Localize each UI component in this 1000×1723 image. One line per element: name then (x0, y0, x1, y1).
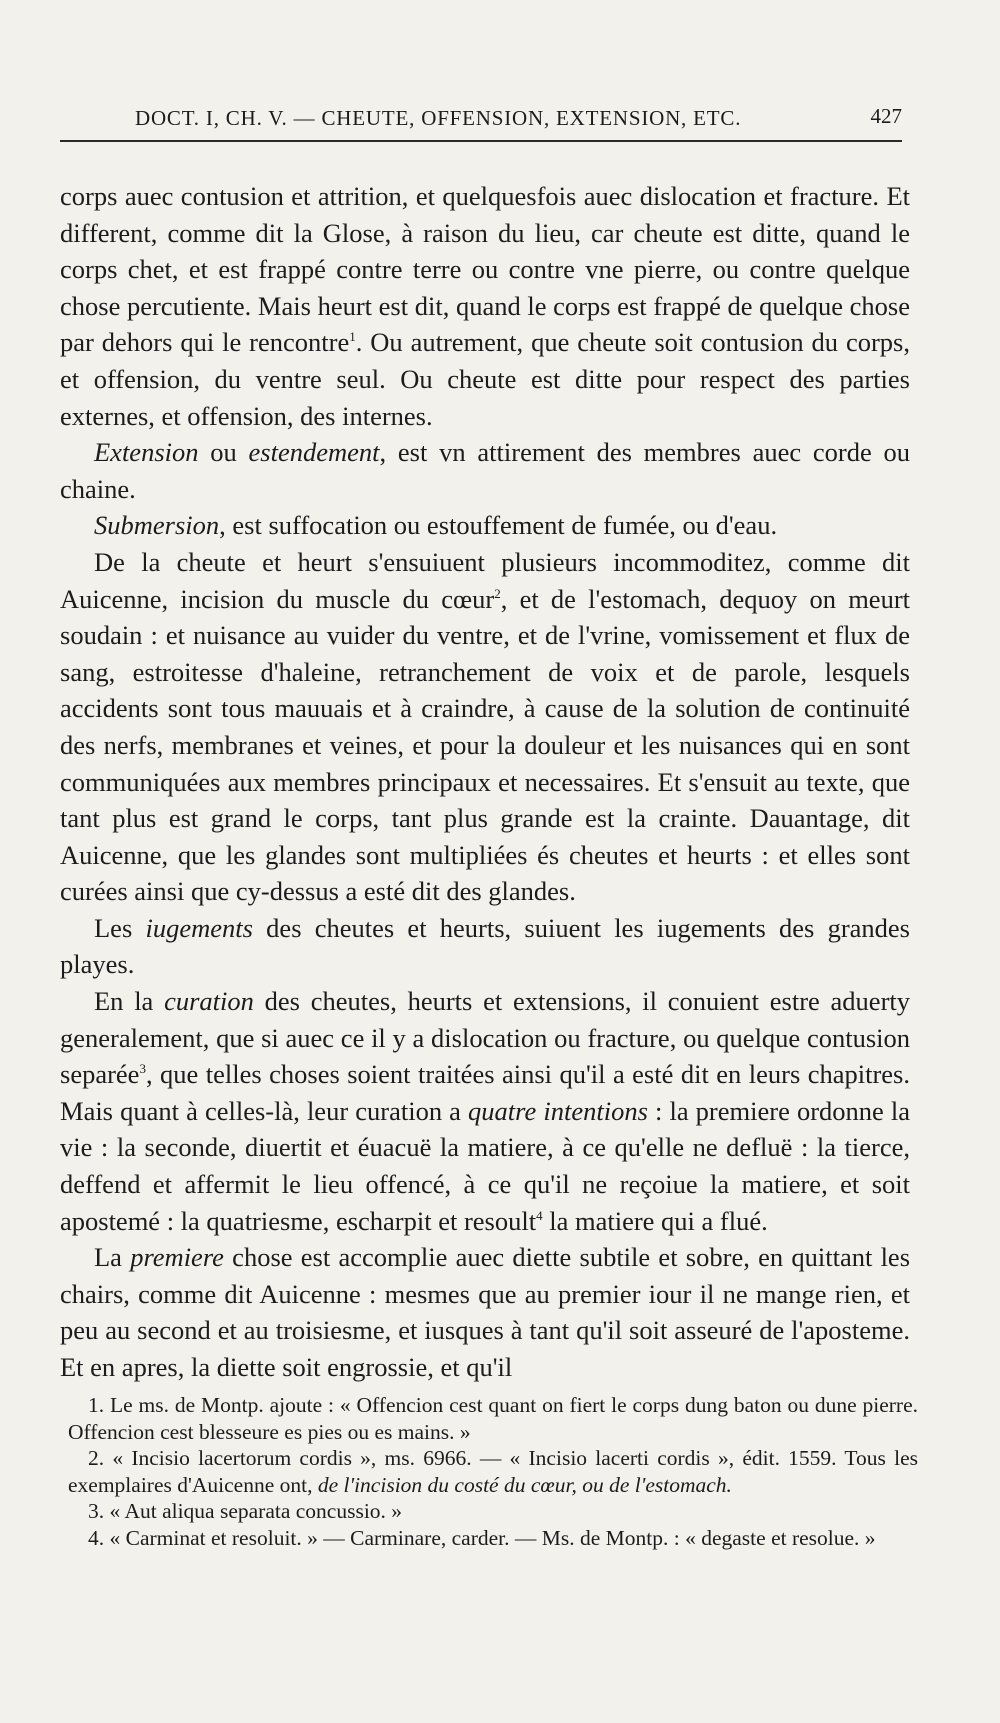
footnote-4: 4. « Carminat et resoluit. » — Carminare, carder. — Ms. de Montp. : « degaste et resolue. » (88, 1525, 876, 1550)
paragraph-2: Extension ou estendement, est vn attirement des membres auec corde ou chaine. (60, 437, 911, 504)
term-premiere: premiere (130, 1242, 224, 1273)
footnote-2: 2. « Incisio lacertorum cordis », ms. 6966. — « Incisio lacerti cordis », édit. 1559. Tous les exemplaires d'Auicenne ont, de l'incision du costé du cœur, ou de l'estomach. (68, 1446, 918, 1497)
footnote-ref-3: 3 (139, 1061, 146, 1077)
term-estendement: estendement (248, 437, 380, 468)
paragraph-1: corps auec contusion et attrition, et quelquesfois auec dislocation et fracture. Et different, comme dit la Glose, à raison du lieu, car cheute est ditte, quand le corps chet, et est frappé contre terre ou contre vne pierre, ou contre quelque chose percutiente. Mais heurt est dit, quand le corps est frappé de quelque chose par dehors qui le rencontre$^1$. Ou autrement, que cheute soit contusion du corps, et offension, du ventre seul. Ou cheute est ditte pour respect des parties externes, et offension, des internes. (60, 181, 910, 431)
page-number: 427 (870, 104, 902, 128)
running-head-title: DOCT. I, CH. V. — CHEUTE, OFFENSION, EXTENSION, ETC. (135, 106, 742, 130)
footnote-ref-4: 4 (536, 1207, 543, 1223)
main-text (60, 178, 910, 1386)
paragraph-4: De la cheute et heurt s'ensuiuent plusieurs incommoditez, comme dit Auicenne, incision du muscle du cœur$^2$, et de l'estomach, dequoy on meurt soudain : et nuisance au vuider du ventre, et de l'vrine, vomissement et flux de sang, estroitesse d'haleine, retranchement de voix et de parole, lesquels accidents sont tous mauuais et à craindre, à cause de la solution de continuité des nerfs, membranes et veines, et pour la douleur et les nuisances qui en sont communiquées aux membres principaux et necessaires. Et s'ensuit au texte, que tant plus est grand le corps, tant plus grande est la crainte. Dauantage, dit Auicenne, que les glandes sont multipliées és cheutes et heurts : et elles sont curées ainsi que cy-dessus a esté dit des glandes. (60, 546, 911, 907)
footnote-1: 1. Le ms. de Montp. ajoute : « Offencion cest quant on fiert le corps dung baton ou dune pierre. Offencion cest blesseure es pies ou es mains. » (68, 1393, 918, 1444)
paragraph-5: Les iugements des cheutes et heurts, suiuent les iugements des grandes playes. (60, 912, 910, 980)
term-curation: curation (164, 986, 254, 1017)
footnote-3: 3. « Aut aliqua separata concussio. » (88, 1499, 403, 1523)
paragraph-3: Submersion, est suffocation ou estouffement de fumée, ou d'eau. (94, 510, 778, 541)
footnote-ref-1: 1 (349, 329, 356, 345)
paragraph-7: La premiere chose est accomplie auec diette subtile et sobre, en quittant les chairs, comme dit Auicenne : mesmes que au premier iour il ne mange rien, et peu au second et au troisiesme, et iusques à tant qu'il soit asseuré de l'aposteme. Et en apres, la diette soit engrossie, et qu'il (60, 1242, 911, 1382)
term-iugements: iugements (145, 912, 253, 943)
running-head (60, 104, 902, 142)
term-quatre-intentions: quatre intentions (468, 1095, 648, 1126)
paragraph-6: En la curation des cheutes, heurts et extensions, il conuient estre aduerty generalement, que si auec ce il y a dislocation ou fracture, ou quelque contusion separée$^3$, que telles choses soient traitées ainsi qu'il a esté dit en leurs chapitres. Mais quant à celles-là, leur curation a quatre intentions : la premiere ordonne la vie : la seconde, diuertit et éuacuë la matiere, à ce qu'elle ne defluë : la tierce, deffend et affermit le lieu offencé, à ce qu'il ne reçoiue la matiere, et soit apostemé : la quatriesme, escharpit et resoult$^4$ la matiere qui a flué. (60, 986, 911, 1236)
footnotes (68, 1392, 918, 1551)
term-extension: Extension (94, 437, 199, 468)
footnote-ref-2: 2 (494, 585, 501, 601)
term-submersion: Submersion (94, 510, 220, 541)
